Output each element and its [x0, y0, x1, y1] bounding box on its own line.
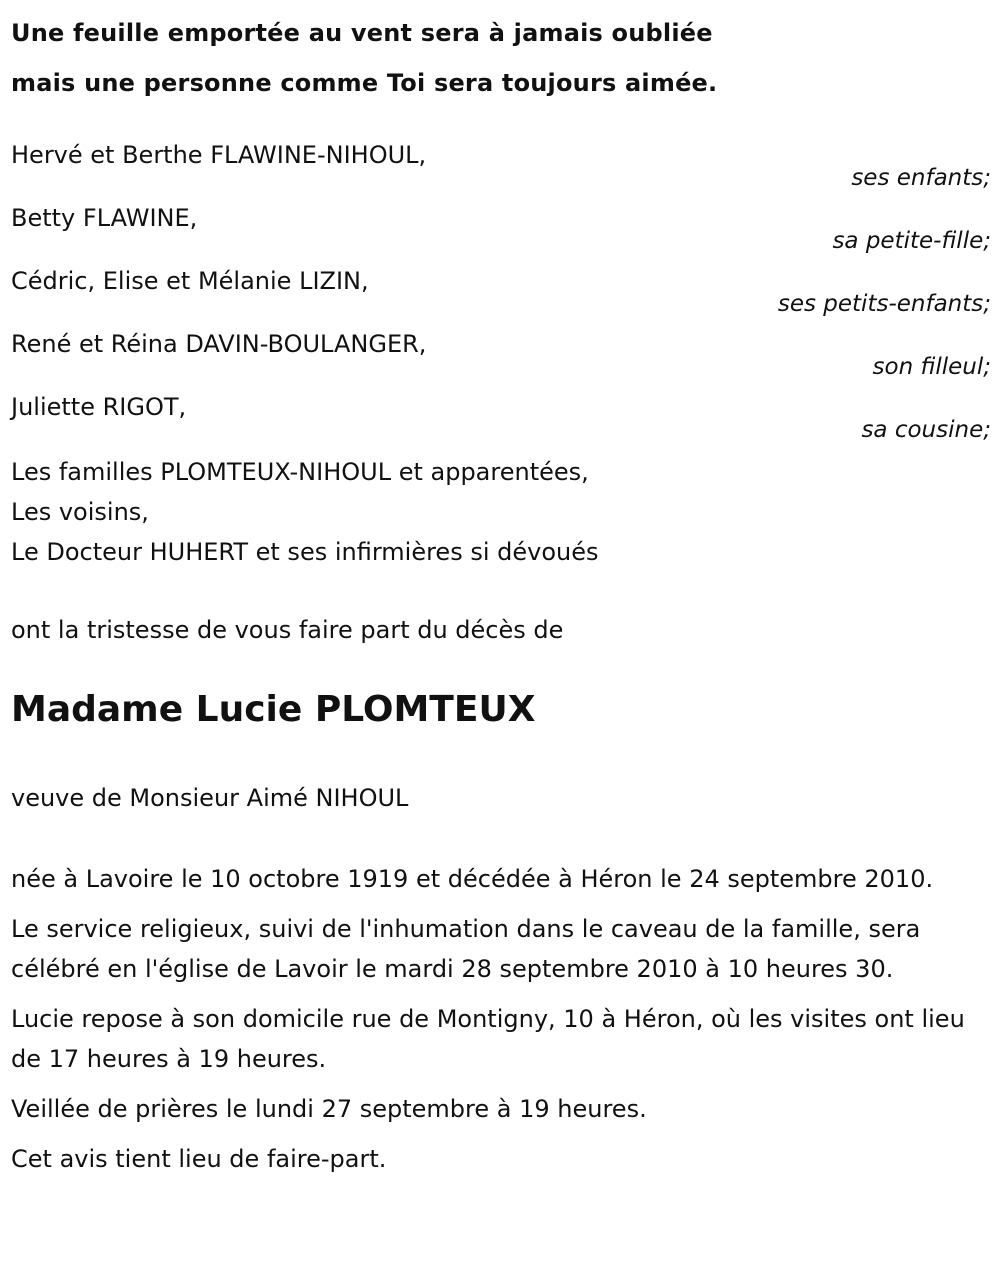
notice-details: [11, 859, 991, 1189]
family-relation: ses enfants;: [851, 165, 991, 191]
other-mourners: [11, 452, 599, 572]
announcement-text: ont la tristesse de vous faire part du décès de: [11, 616, 564, 644]
family-name: Cédric, Elise et Mélanie LIZIN,: [11, 267, 369, 295]
family-entry-cousin: [11, 392, 991, 443]
family-name: Betty FLAWINE,: [11, 204, 198, 232]
family-relation: sa cousine;: [861, 417, 991, 443]
widow-of-text: veuve de Monsieur Aimé NIHOUL: [11, 784, 409, 812]
death-notice: [11, 0, 991, 1271]
family-name: Juliette RIGOT,: [11, 393, 187, 421]
epigraph: [11, 8, 717, 108]
family-entry-grandchildren: [11, 266, 991, 317]
deceased-name: Madame Lucie PLOMTEUX: [11, 689, 536, 730]
epigraph-line-1: Une feuille emportée au vent sera à jamais oubliée: [11, 19, 713, 47]
mourner-line: Les voisins,: [11, 498, 149, 526]
epigraph-line-2: mais une personne comme Toi sera toujours aimée.: [11, 69, 718, 97]
mourner-line: Les familles PLOMTEUX-NIHOUL et apparentées,: [11, 458, 589, 486]
notice-footer: Cet avis tient lieu de faire-part.: [11, 1145, 387, 1173]
family-relation: son filleul;: [872, 354, 991, 380]
family-entry-godson: [11, 329, 991, 380]
family-name: Hervé et Berthe FLAWINE-NIHOUL,: [11, 141, 427, 169]
mourner-line: Le Docteur HUHERT et ses infirmières si dévoués: [11, 538, 599, 566]
family-relation: ses petits-enfants;: [777, 291, 991, 317]
vigil-info: Veillée de prières le lundi 27 septembre à 19 heures.: [11, 1095, 647, 1123]
family-name: René et Réina DAVIN-BOULANGER,: [11, 330, 427, 358]
visitation-info: Lucie repose à son domicile rue de Montigny, 10 à Héron, où les visites ont lieu de 17 heures à 19 heures.: [11, 1005, 965, 1073]
family-relation: sa petite-fille;: [832, 228, 991, 254]
family-entry-children: [11, 140, 991, 191]
birth-death-dates: née à Lavoire le 10 octobre 1919 et décédée à Héron le 24 septembre 2010.: [11, 865, 934, 893]
family-entry-granddaughter: [11, 203, 991, 254]
funeral-service-info: Le service religieux, suivi de l'inhumation dans le caveau de la famille, sera célébré en l'église de Lavoir le mardi 28 septembre 2010 à 10 heures 30.: [11, 915, 921, 983]
